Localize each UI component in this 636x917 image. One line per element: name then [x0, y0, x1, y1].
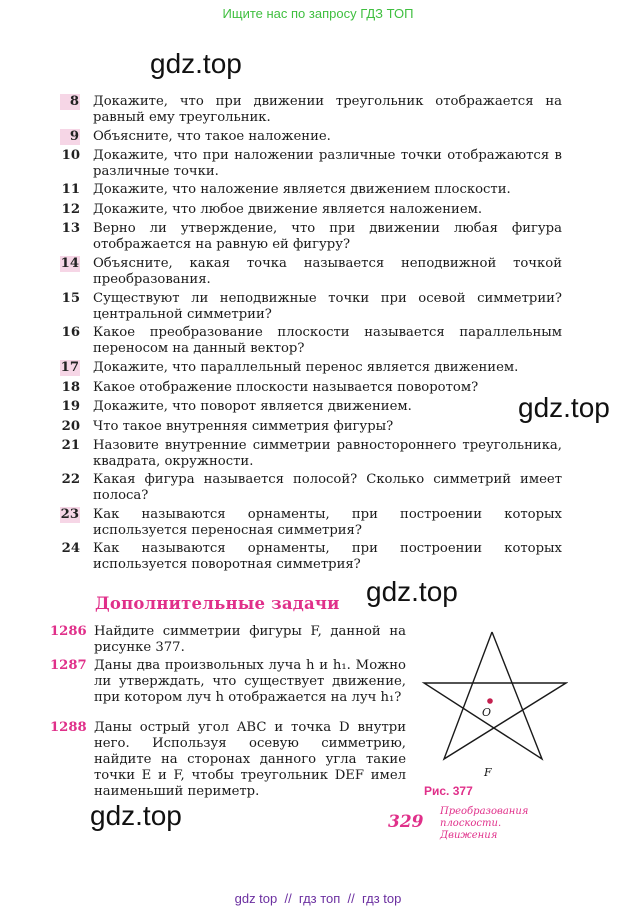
problem-item	[50, 624, 406, 656]
question-text: Докажите, что наложение является движением плоскости.	[93, 182, 511, 197]
question-text: Какая фигура называется полосой? Сколько симметрий имеет полоса?	[93, 472, 562, 503]
problem-text: Даны два произвольных луча h и h₁. Можно ли утверждать, что существует движение, при котором луч h отображается на луч h₁?	[94, 658, 406, 705]
question-text: Верно ли утверждение, что при движении любая фигура отображается на равную ей фигуру?	[93, 221, 562, 252]
question-item	[60, 291, 562, 323]
problem-item	[50, 658, 406, 706]
question-number: 18	[61, 380, 80, 395]
question-number: 21	[61, 438, 80, 453]
problem-item	[50, 720, 406, 800]
question-text: Объясните, что такое наложение.	[93, 129, 331, 144]
pentagram-figure	[418, 628, 568, 780]
question-item	[60, 380, 562, 396]
question-item	[60, 148, 562, 180]
problem-text: Найдите симметрии фигуры F, данной на рисунке 377.	[94, 624, 406, 655]
question-number: 11	[61, 182, 80, 197]
question-item	[60, 472, 562, 504]
question-item	[60, 399, 562, 415]
chapter-note-line: Движения	[440, 830, 498, 841]
question-item	[60, 256, 562, 288]
footer-links: gdz top // гдз топ // гдз top	[234, 891, 402, 906]
question-number: 20	[61, 419, 80, 434]
question-item	[60, 221, 562, 253]
question-text: Как называются орнаменты, при построении которых используется поворотная симметрия?	[93, 541, 562, 572]
question-item	[60, 325, 562, 357]
question-text: Докажите, что при наложении различные точки отображаются в различные точки.	[93, 148, 562, 179]
question-number: 19	[61, 399, 80, 414]
watermark: gdz.top	[90, 800, 182, 831]
question-item	[60, 182, 562, 198]
watermark: gdz.top	[150, 48, 242, 79]
question-item	[60, 360, 562, 376]
chapter-note	[440, 806, 528, 842]
question-text: Что такое внутренняя симметрия фигуры?	[93, 419, 394, 434]
question-text: Назовите внутренние симметрии равностороннего треугольника, квадрата, окружности.	[93, 438, 562, 469]
question-number: 24	[61, 541, 80, 556]
page-number: 329	[388, 812, 424, 832]
watermark: gdz.top	[366, 576, 458, 607]
question-item	[60, 438, 562, 470]
figure-label: F	[484, 766, 492, 779]
question-item	[60, 507, 562, 539]
question-text: Какое отображение плоскости называется поворотом?	[93, 380, 479, 395]
question-text: Существуют ли неподвижные точки при осевой симметрии? центральной симметрии?	[93, 291, 562, 322]
question-number: 16	[61, 325, 80, 340]
question-number: 22	[61, 472, 80, 487]
question-text: Как называются орнаменты, при построении которых используется переносная симметрия?	[93, 507, 562, 538]
question-item	[60, 129, 562, 145]
problem-number: 1288	[50, 720, 87, 735]
question-item	[60, 202, 562, 218]
question-text: Докажите, что поворот является движением.	[93, 399, 412, 414]
question-number: 15	[61, 291, 80, 306]
question-number: 12	[61, 202, 80, 217]
question-number: 17	[60, 360, 79, 375]
top-banner: Ищите нас по запросу ГДЗ ТОП	[222, 6, 414, 21]
question-item	[60, 419, 562, 435]
question-number: 13	[61, 221, 80, 236]
question-number: 8	[60, 94, 80, 110]
question-text: Докажите, что любое движение является наложением.	[93, 202, 483, 217]
question-number: 23	[60, 507, 79, 522]
problem-number: 1286	[50, 624, 87, 639]
chapter-note-line: плоскости.	[440, 818, 502, 829]
problem-text: Даны острый угол ABC и точка D внутри него. Используя осевую симметрию, найдите на сторонах данного угла такие точки E и F, чтобы треугольник DEF имел наименьший периметр.	[94, 720, 406, 799]
figure-377	[418, 628, 568, 780]
question-number: 14	[60, 256, 79, 271]
question-number: 9	[60, 129, 80, 145]
section-title: Дополнительные задачи	[95, 594, 340, 613]
center-label: O	[482, 706, 492, 719]
question-text: Докажите, что при движении треугольник отображается на равный ему треугольник.	[93, 94, 562, 125]
question-item	[60, 94, 562, 126]
question-text: Какое преобразование плоскости называется параллельным переносом на данный вектор?	[93, 325, 562, 356]
question-item	[60, 541, 562, 573]
figure-caption: Рис. 377	[424, 784, 473, 798]
chapter-note-line: Преобразования	[440, 806, 529, 817]
question-text: Докажите, что параллельный перенос является движением.	[93, 360, 519, 375]
center-point	[487, 698, 493, 704]
question-number: 10	[61, 148, 80, 163]
problem-number: 1287	[50, 658, 87, 673]
question-text: Объясните, какая точка называется неподвижной точкой преобразования.	[93, 256, 562, 287]
watermark: gdz.top	[518, 392, 610, 423]
